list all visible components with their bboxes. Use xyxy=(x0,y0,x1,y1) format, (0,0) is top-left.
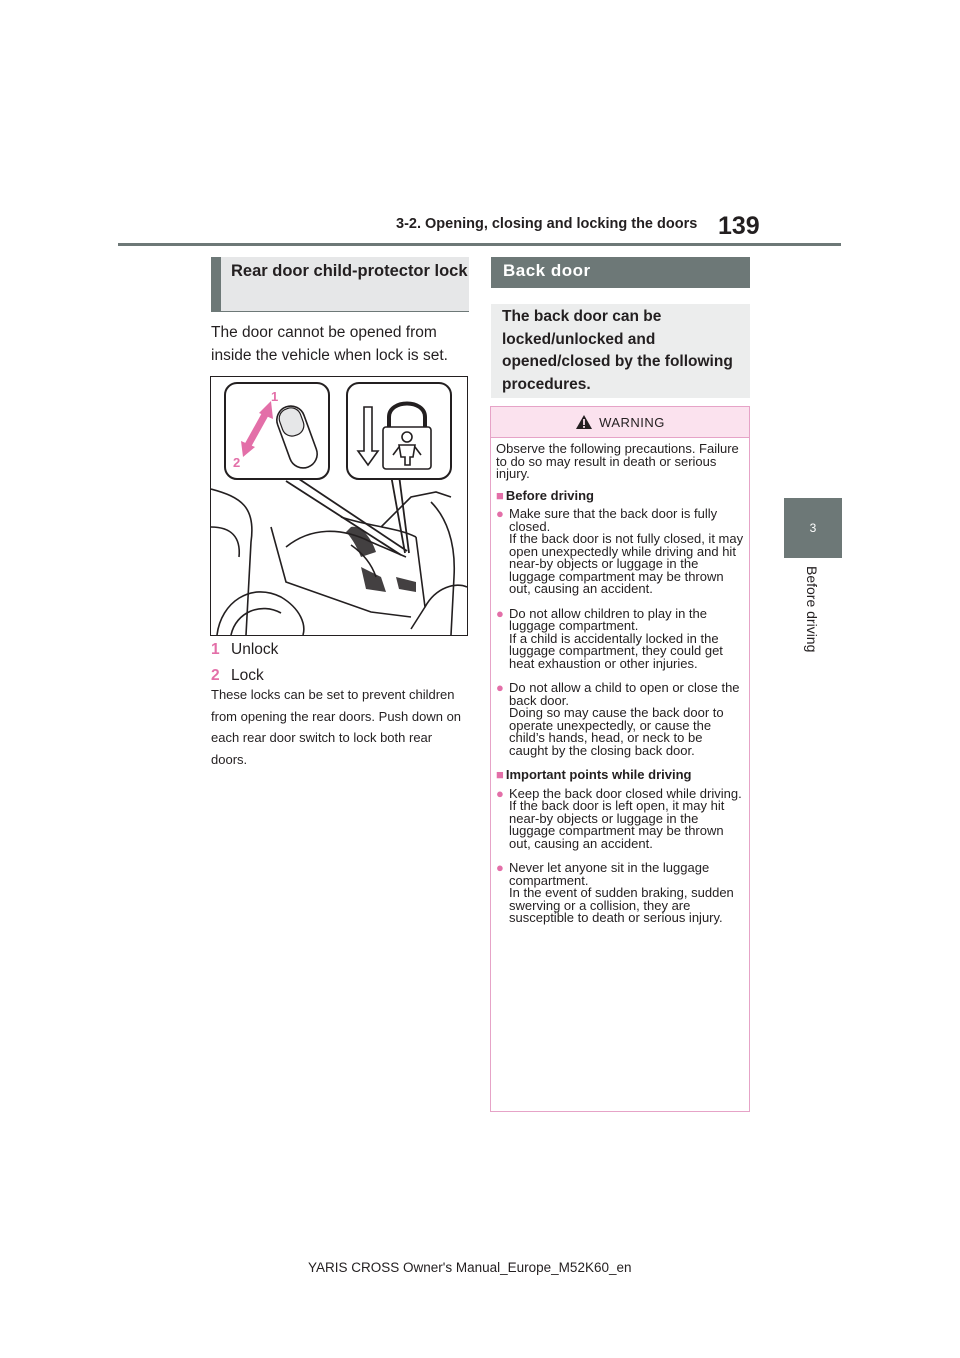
child-lock-note: These locks can be set to prevent children from opening the rear doors. Push down on each rear door switch to lock both rear doors. xyxy=(211,687,462,767)
round-bullet-icon: ● xyxy=(496,680,504,695)
header-rule xyxy=(118,243,841,246)
door-illustration-svg xyxy=(211,377,467,635)
round-bullet-icon: ● xyxy=(496,605,504,621)
child-lock-heading-rule xyxy=(211,311,469,312)
running-header-title: 3-2. Opening, closing and locking the doors xyxy=(396,216,698,232)
round-bullet-icon: ● xyxy=(496,506,504,521)
warning-header xyxy=(491,407,749,438)
warning-bullet: ● Do not allow children to play in the luggage compartment. If a child is accidentally locked in the luggage compartment, they could get heat exhaustion or other injuries. xyxy=(496,605,723,671)
legend-number: 2 xyxy=(211,667,220,684)
round-bullet-icon: ● xyxy=(496,860,504,875)
warning-box xyxy=(490,406,750,1112)
callout-number: 1 xyxy=(271,389,279,404)
chapter-tab[interactable] xyxy=(784,498,842,558)
legend-item-lock xyxy=(211,667,461,685)
door-shading xyxy=(346,527,416,592)
back-door-heading: Back door xyxy=(491,257,750,288)
back-door-intro: The back door can be locked/unlocked and opened/closed by the following procedures. xyxy=(491,304,750,398)
child-lock-heading: Rear door child-protector lock xyxy=(211,257,469,311)
legend-item-unlock xyxy=(211,641,461,659)
square-bullet-icon: ■ xyxy=(496,487,504,503)
warning-bullet: ● Make sure that the back door is fully closed. If the back door is not fully closed, it may open unexpectedly while driving and hit near-by objects or luggage in the luggage compartment may be thrown out, causing an accident. xyxy=(496,506,744,596)
round-bullet-icon: ● xyxy=(496,785,504,801)
chapter-label: Before driving xyxy=(804,566,820,653)
warning-body xyxy=(491,438,749,925)
warning-bullet: ● Never let anyone sit in the luggage compartment. In the event of sudden braking, sudden swerving or a collision, they are susceptible to death or serious injury. xyxy=(496,860,734,925)
square-bullet-icon: ■ xyxy=(496,767,504,782)
callout-number: 2 xyxy=(233,455,241,470)
warning-subheading: ■ Important points while driving xyxy=(496,767,692,782)
warning-subheading: ■ Before driving xyxy=(496,487,594,503)
page-number: 139 xyxy=(718,212,760,240)
legend-label: Lock xyxy=(231,667,264,684)
child-lock-icon xyxy=(383,404,431,470)
warning-bullet: ● Do not allow a child to open or close the back door. Doing so may cause the back door to operate unexpectedly, or cause the child’s hands, head, or neck to be caught by the closing back door. xyxy=(496,680,740,758)
chapter-number: 3 xyxy=(809,521,817,535)
warning-title: WARNING xyxy=(599,414,665,430)
warning-intro: Observe the following precautions. Failure to do so may result in death or serious injury. xyxy=(496,441,739,481)
footer-manual-id: YARIS CROSS Owner's Manual_Europe_M52K60_en xyxy=(308,1260,632,1275)
callout-pointers xyxy=(286,475,409,555)
legend-number: 1 xyxy=(211,641,220,658)
legend-label: Unlock xyxy=(231,641,279,658)
warning-bullet: ● Keep the back door closed while driving. If the back door is left open, it may hit near-by objects or luggage in the luggage compartment may be thrown out, causing an accident. xyxy=(496,785,742,851)
warning-triangle-icon xyxy=(575,414,593,430)
child-lock-intro: The door cannot be opened from inside the vehicle when lock is set. xyxy=(211,324,448,364)
car-body-lines xyxy=(211,489,467,635)
child-lock-illustration xyxy=(210,376,468,636)
